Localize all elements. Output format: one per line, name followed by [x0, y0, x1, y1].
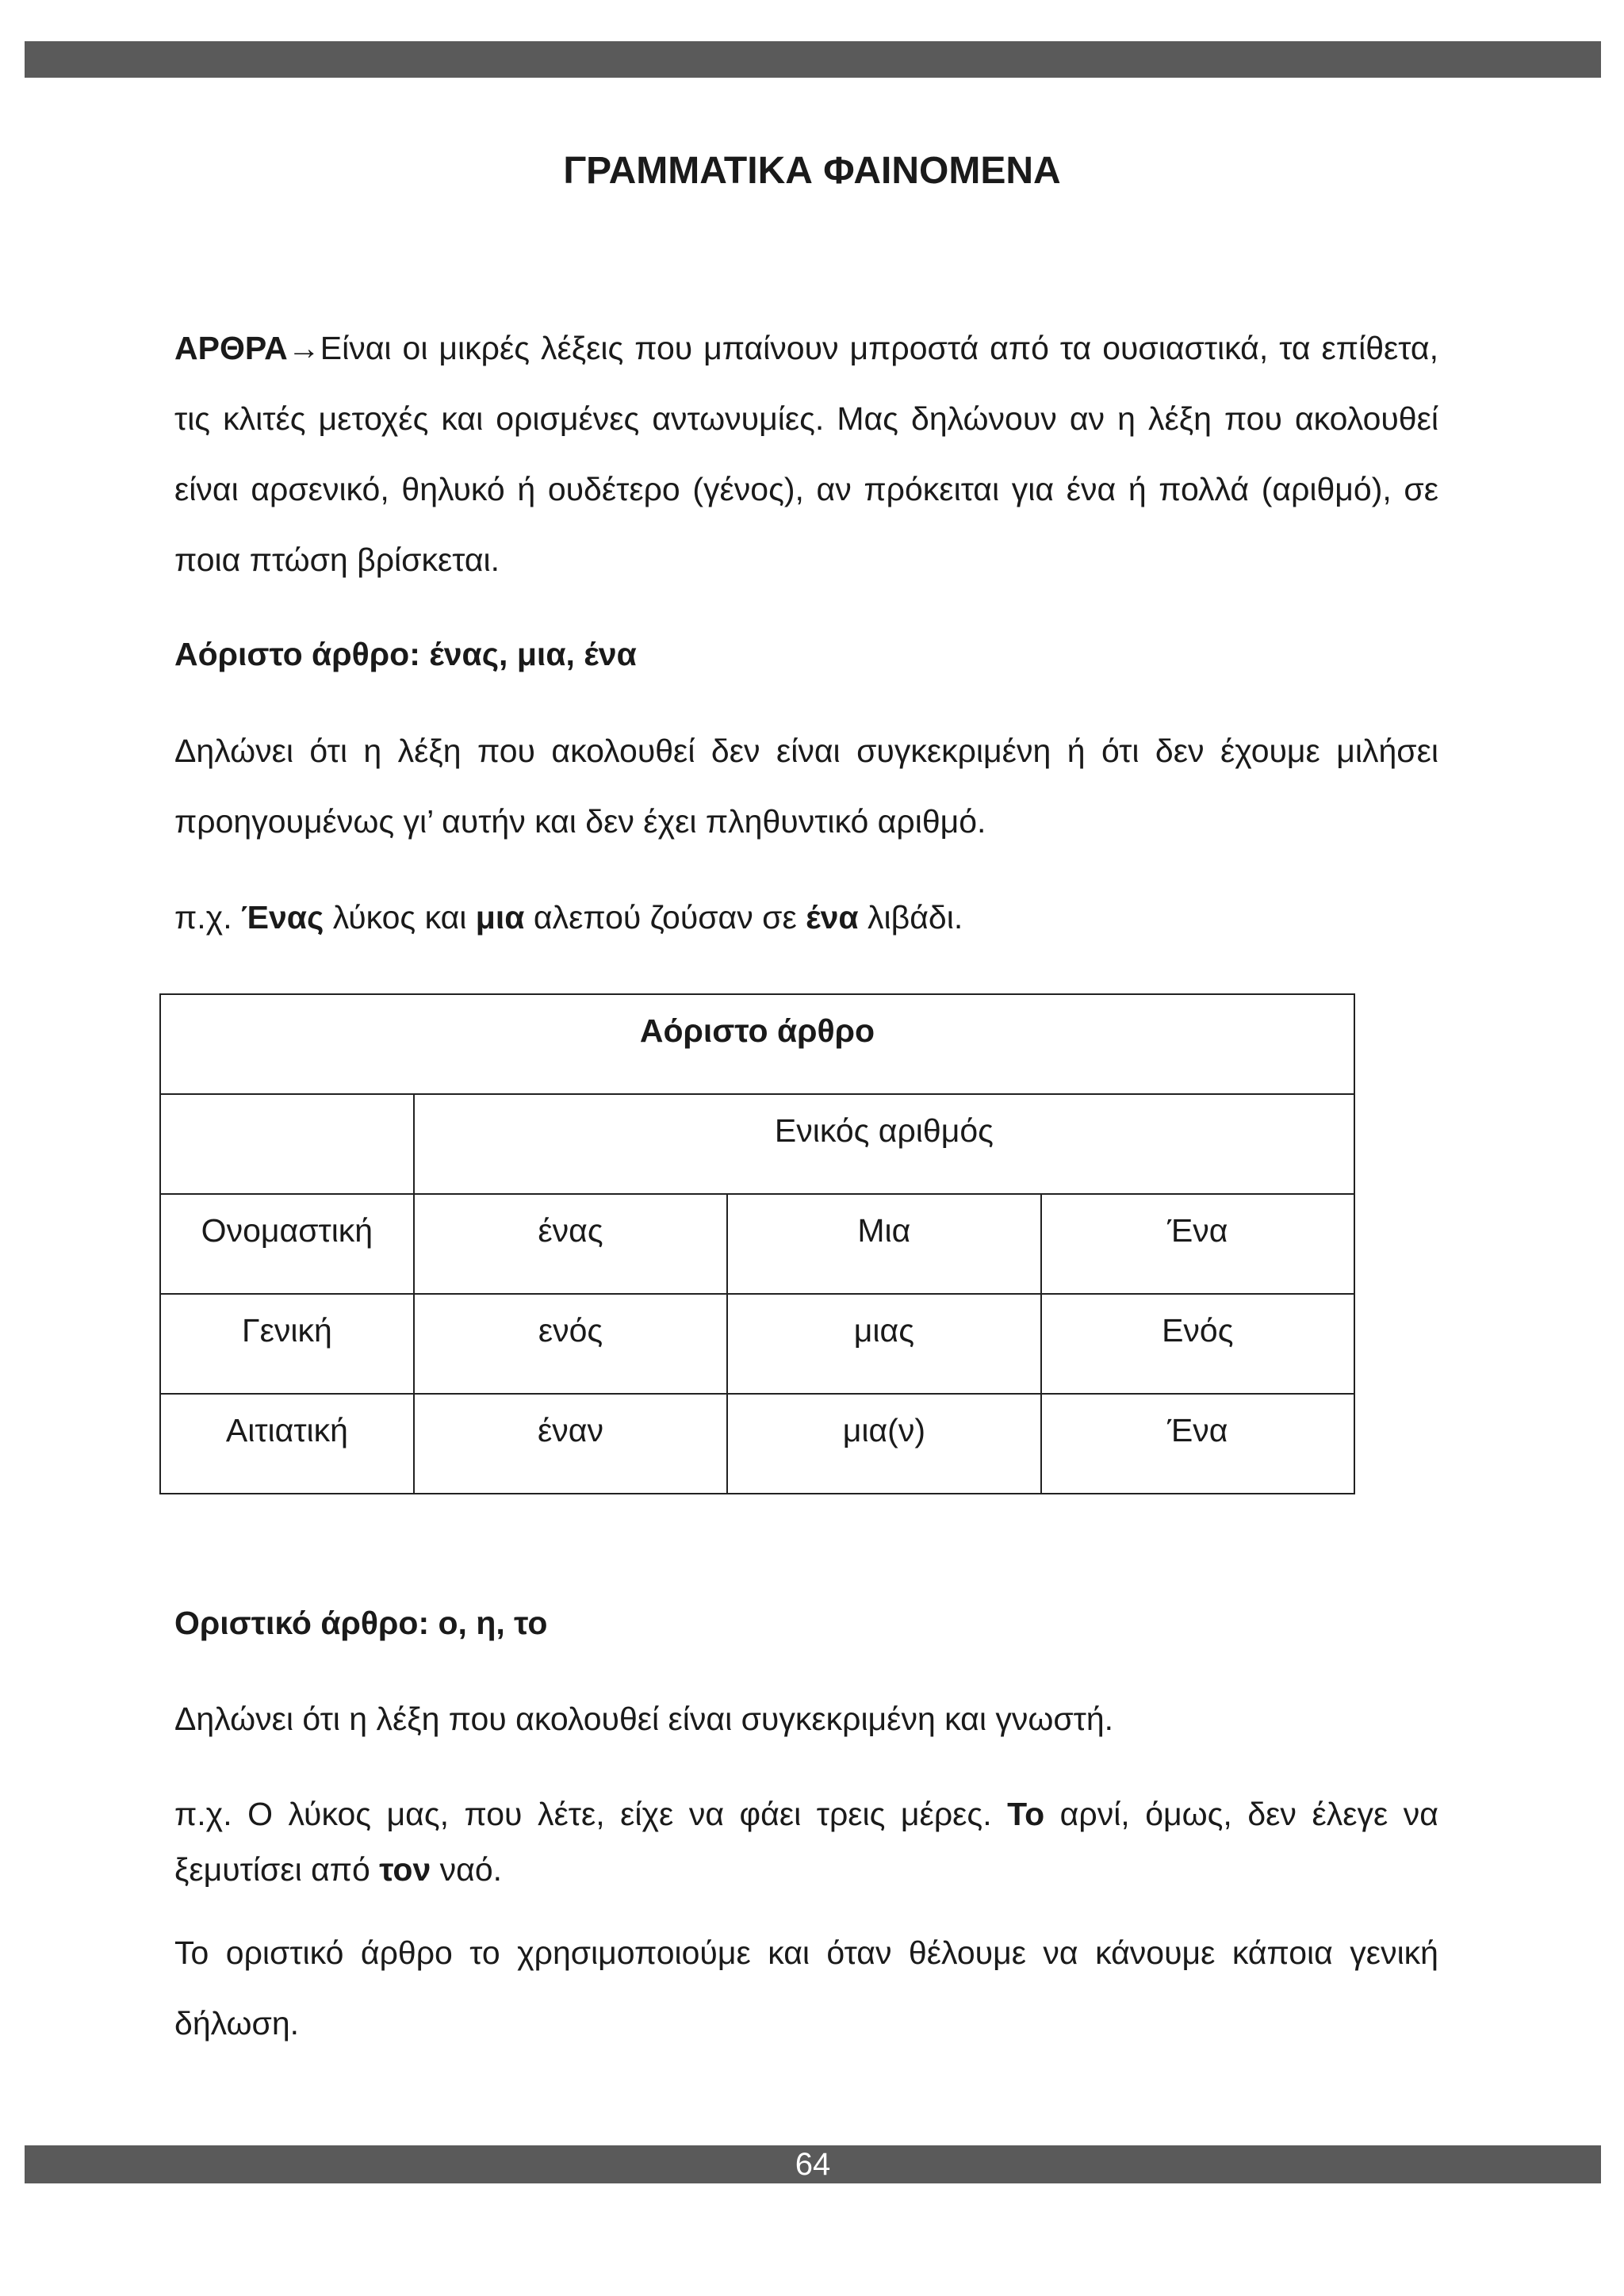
- header-bar: [25, 41, 1601, 78]
- table-cell-masculine: ένας: [414, 1194, 727, 1294]
- table-cell-neuter: Ενός: [1041, 1294, 1354, 1394]
- table-cell-case: Γενική: [160, 1294, 414, 1394]
- table-number-row: [160, 1094, 1354, 1194]
- definite-example: π.χ. Ο λύκος μας, που λέτε, είχε να φάει τρεις μέρες. Το αρνί, όμως, δεν έλεγε να ξεμυτίσει από τον ναό.: [174, 1796, 1438, 1888]
- table-cell-masculine: έναν: [414, 1394, 727, 1494]
- definite-note: Το οριστικό άρθρο το χρησιμοποιούμε και όταν θέλουμε να κάνουμε κάποια γενική δήλωση.: [174, 1934, 1438, 2042]
- table-empty-cell: [160, 1094, 414, 1194]
- table-row: [160, 1194, 1354, 1294]
- table-cell-case: Ονομαστική: [160, 1194, 414, 1294]
- footer-bar: [25, 2145, 1601, 2183]
- page-title: ΓΡΑΜΜΑΤΙΚΑ ΦΑΙΝΟΜΕΝΑ: [563, 150, 1061, 192]
- indefinite-article-table: [159, 993, 1355, 1494]
- page-number: 64: [795, 2147, 831, 2182]
- table-row: [160, 1294, 1354, 1394]
- indefinite-heading: Αόριστο άρθρο: ένας, μια, ένα: [174, 636, 637, 672]
- table-number-label: Ενικός αριθμός: [414, 1094, 1354, 1194]
- table-cell-masculine: ενός: [414, 1294, 727, 1394]
- right-arrow-icon: →: [287, 330, 320, 366]
- definite-description: Δηλώνει ότι η λέξη που ακολουθεί είναι συγκεκριμένη και γνωστή.: [174, 1701, 1114, 1737]
- table-cell-neuter: Ένα: [1041, 1394, 1354, 1494]
- intro-term: ΑΡΘΡΑ: [174, 330, 288, 366]
- intro-text: Είναι οι μικρές λέξεις που μπαίνουν μπροστά από τα ουσιαστικά, τα επίθετα, τις κλιτές μετοχές και ορισμένες αντωνυμίες. Μας δηλώνουν αν η λέξη που ακολουθεί είναι αρσενικό, θηλυκό ή ουδέτερο (γένος), αν πρόκειται για ένα ή πολλά (αριθμό), σε ποια πτώση βρίσκεται.: [174, 330, 1438, 578]
- table-cell-feminine: μιας: [727, 1294, 1040, 1394]
- table-cell-case: Αιτιατική: [160, 1394, 414, 1494]
- indefinite-description: Δηλώνει ότι η λέξη που ακολουθεί δεν είναι συγκεκριμένη ή ότι δεν έχουμε μιλήσει προηγουμένως γι’ αυτήν και δεν έχει πληθυντικό αριθμό.: [174, 733, 1438, 840]
- definite-heading: Οριστικό άρθρο: ο, η, το: [174, 1605, 548, 1641]
- table-title: Αόριστο άρθρο: [160, 994, 1354, 1094]
- table-cell-feminine: μια(ν): [727, 1394, 1040, 1494]
- table-title-row: [160, 994, 1354, 1094]
- intro-paragraph: [174, 313, 1438, 595]
- table-cell-feminine: Μια: [727, 1194, 1040, 1294]
- table-row: [160, 1394, 1354, 1494]
- indefinite-example: π.χ. Ένας λύκος και μια αλεπού ζούσαν σε ένα λιβάδι.: [174, 899, 963, 936]
- table-cell-neuter: Ένα: [1041, 1194, 1354, 1294]
